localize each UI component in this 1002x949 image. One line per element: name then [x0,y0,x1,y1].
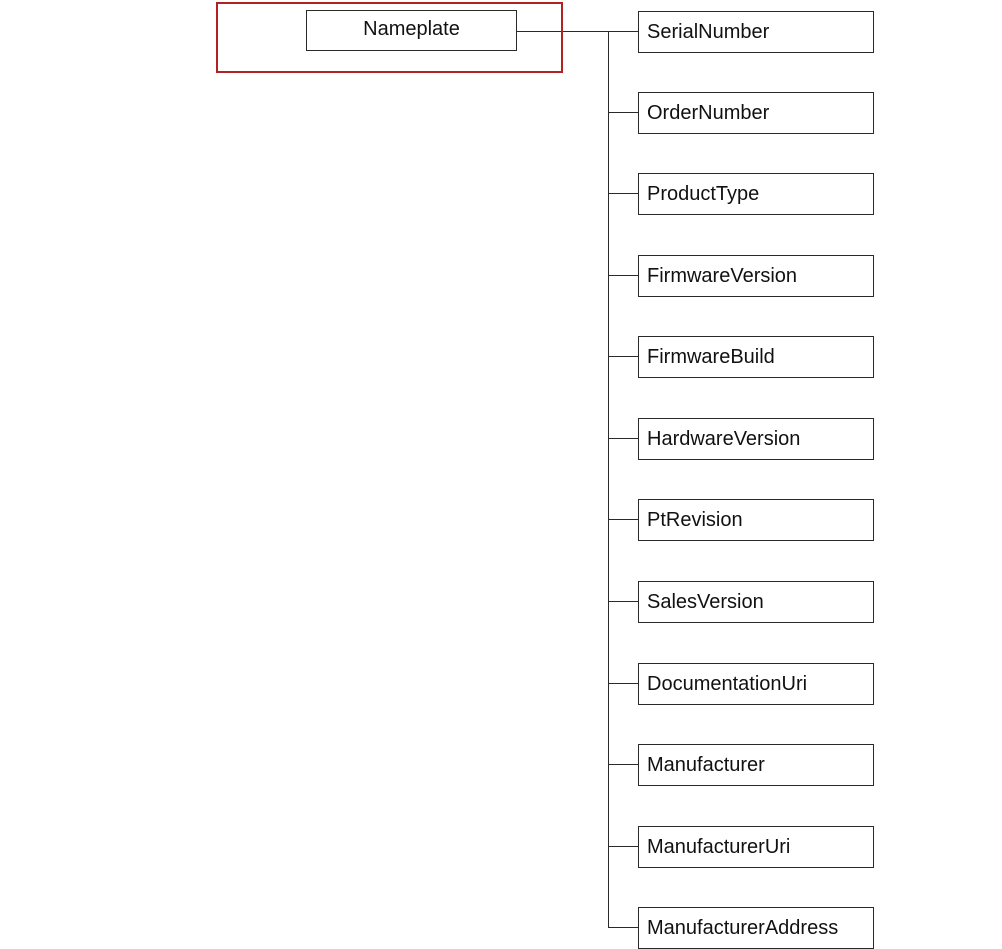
branch-line [608,438,638,439]
pt-revision-node: PtRevision [638,499,874,541]
manufacturer-node: Manufacturer [638,744,874,786]
branch-line [608,31,638,32]
sales-version-node: SalesVersion [638,581,874,623]
firmware-build-node: FirmwareBuild [638,336,874,378]
nameplate-node: Nameplate [306,10,517,51]
serial-number-node: SerialNumber [638,11,874,53]
hardware-version-node: HardwareVersion [638,418,874,460]
branch-line [608,356,638,357]
product-type-node: ProductType [638,173,874,215]
order-number-node: OrderNumber [638,92,874,134]
branch-line [608,601,638,602]
branch-line [608,683,638,684]
trunk-line [608,31,609,928]
branch-line [608,846,638,847]
documentation-uri-node: DocumentationUri [638,663,874,705]
branch-line [608,927,638,928]
manufacturer-uri-node: ManufacturerUri [638,826,874,868]
branch-line [608,193,638,194]
branch-line [608,519,638,520]
firmware-version-node: FirmwareVersion [638,255,874,297]
branch-line [608,275,638,276]
branch-line [608,112,638,113]
manufacturer-address-node: ManufacturerAddress [638,907,874,949]
branch-line [608,764,638,765]
highlight-box [216,2,563,73]
